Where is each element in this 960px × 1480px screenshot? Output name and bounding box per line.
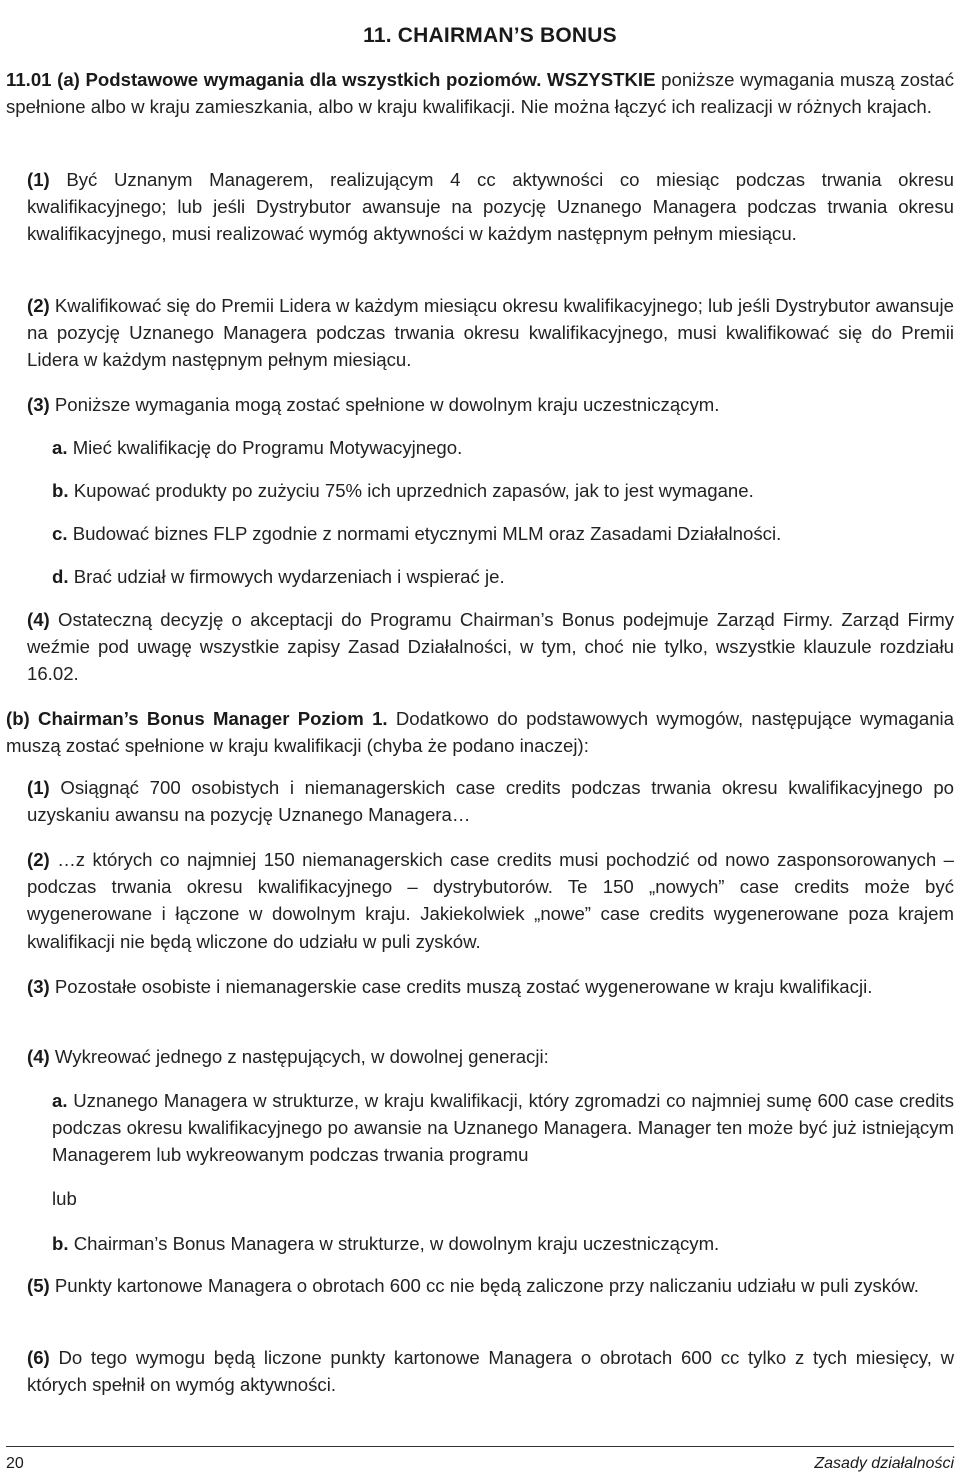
page-number: 20 (6, 1455, 24, 1472)
subitem-letter: b. (52, 480, 69, 501)
req-item-1 (27, 166, 954, 248)
page-title: 11. CHAIRMAN’S BONUS (363, 24, 617, 47)
req-item-number: (3) (27, 394, 50, 415)
subitem-text: Chairman’s Bonus Managera w strukturze, w dowolnym kraju uczestniczącym. (73, 1233, 720, 1254)
req-item-number: (5) (27, 1275, 50, 1296)
req-item-text: Ostateczną decyzję o akceptacji do Programu Chairman’s Bonus podejmuje Zarząd Firmy. Zarząd Firmy weźmie pod uwagę wszystkie zapisy Zasad Działalności, w tym, choć nie tylko, wszystkie klauzule rozdziału 16.02. (27, 609, 954, 685)
req-item-text: Punkty kartonowe Managera o obrotach 600 cc nie będą zaliczone przy naliczaniu udziału w puli zysków. (54, 1275, 919, 1296)
subitem-letter: a. (52, 437, 68, 458)
or-connector: lub (52, 1188, 77, 1209)
level1-item-2 (27, 846, 954, 955)
req-item-2 (27, 292, 954, 374)
req-item-number: (2) (27, 295, 50, 316)
req-item-3 (27, 391, 954, 418)
subitem-d (52, 563, 954, 590)
subitem-letter: a. (52, 1090, 68, 1111)
level1-item-1 (27, 774, 954, 828)
section-a-intro (6, 66, 954, 120)
level1-item-6 (27, 1344, 954, 1398)
req-item-number: (6) (27, 1347, 50, 1368)
req-item-text: Osiągnąć 700 osobistych i niemanagerskich case credits podczas trwania okresu kwalifikacyjnego po uzyskaniu awansu na pozycję Uznanego Managera… (27, 777, 955, 826)
req-item-text: Kwalifikować się do Premii Lidera w każdym miesiącu okresu kwalifikacyjnego; lub jeśli Dystrybutor awansuje na pozycję Uznanego Managera podczas trwania okresu kwalifikacyjnego, musi kwalifikować się do Premii Lidera w każdym następnym pełnym miesiącu. (27, 295, 954, 371)
subitem-letter: c. (52, 523, 68, 544)
req-item-number: (3) (27, 976, 50, 997)
req-item-text: …z których co najmniej 150 niemanagerskich case credits musi pochodzić od nowo zasponsorowanych – podczas trwania okresu kwalifikacyjnego – dystrybutorów. Te 150 „nowych” case credits może być wygenerowane i łączone w dowolnym kraju. Jakiekolwiek „nowe” case credits wygenerowane poza krajem kwalifikacji nie będą wliczone do udziału w puli zysków. (27, 849, 954, 952)
subitem-letter: d. (52, 566, 69, 587)
subitem-letter: b. (52, 1233, 69, 1254)
level1-subitem-a (52, 1087, 954, 1169)
req-item-text: Być Uznanym Managerem, realizującym 4 cc aktywności co miesiąc podczas trwania okresu kwalifikacyjnego; lub jeśli Dystrybutor awansuje na pozycję Uznanego Managera podczas trwania okresu kwalifikacyjnego, musi realizować wymóg aktywności w każdym następnym pełnym miesiącu. (27, 169, 954, 245)
req-item-4 (27, 606, 954, 688)
subitem-text: Budować biznes FLP zgodnie z normami etycznymi MLM oraz Zasadami Działalności. (72, 523, 782, 544)
req-item-number: (1) (27, 777, 50, 798)
footer-divider (6, 1446, 954, 1447)
subitem-text: Brać udział w firmowych wydarzeniach i wspierać je. (73, 566, 505, 587)
section-b-text: Dodatkowo do podstawowych wymogów, następujące wymagania muszą zostać spełnione w kraju kwalifikacji (chyba że podano inaczej): (6, 708, 955, 757)
subitem-b (52, 477, 954, 504)
subitem-c (52, 520, 954, 547)
req-item-number: (2) (27, 849, 50, 870)
level1-item-4 (27, 1043, 954, 1070)
level1-item-5 (27, 1272, 954, 1299)
req-item-number: (4) (27, 1046, 50, 1067)
section-a-label: 11.01 (a) Podstawowe wymagania dla wszystkich poziomów. (6, 69, 542, 90)
req-item-number: (4) (27, 609, 50, 630)
section-a-emphasis: WSZYSTKIE (547, 69, 656, 90)
subitem-text: Kupować produkty po zużyciu 75% ich uprzednich zapasów, jak to jest wymagane. (73, 480, 754, 501)
req-item-text: Pozostałe osobiste i niemanagerskie case credits muszą zostać wygenerowane w kraju kwalifikacji. (54, 976, 873, 997)
subitem-a (52, 434, 954, 461)
req-item-text: Poniższe wymagania mogą zostać spełnione w dowolnym kraju uczestniczącym. (54, 394, 720, 415)
subitem-text: Mieć kwalifikację do Programu Motywacyjnego. (72, 437, 463, 458)
req-item-text: Wykreować jednego z następujących, w dowolnej generacji: (54, 1046, 549, 1067)
level1-item-3 (27, 973, 954, 1000)
footer-doc-title: Zasady działalności (814, 1455, 954, 1472)
section-a-text: poniższe wymagania muszą zostać spełnione albo w kraju zamieszkania, albo w kraju kwalifikacji. Nie można łączyć ich realizacji w różnych krajach. (6, 69, 955, 118)
section-b-intro (6, 705, 954, 759)
req-item-number: (1) (27, 169, 50, 190)
level1-subitem-b (52, 1230, 954, 1257)
section-b-label: (b) Chairman’s Bonus Manager Poziom 1. (6, 708, 388, 729)
req-item-text: Do tego wymogu będą liczone punkty kartonowe Managera o obrotach 600 cc tylko z tych miesięcy, w których spełnił on wymóg aktywności. (27, 1347, 954, 1396)
subitem-text: Uznanego Managera w strukturze, w kraju kwalifikacji, który zgromadzi co najmniej sumę 600 case credits podczas okresu kwalifikacyjnego po awansie na Uznanego Managera. Manager ten może być już istniejącym Managerem lub wykreowanym podczas trwania programu (52, 1090, 955, 1166)
